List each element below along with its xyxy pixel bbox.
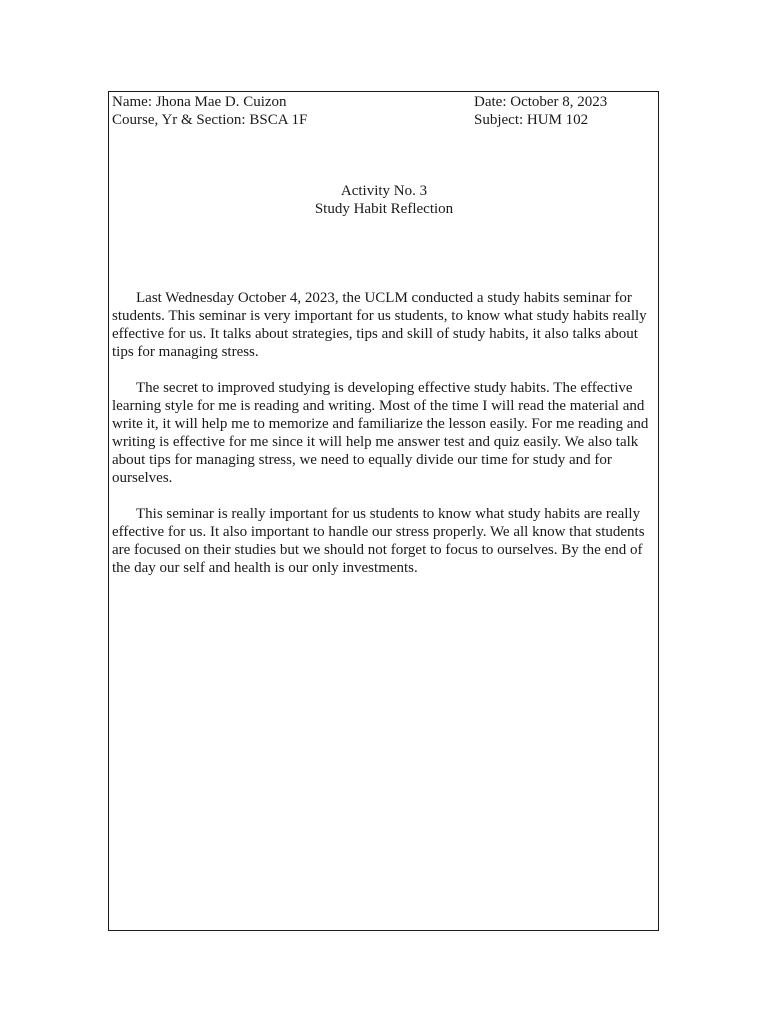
title-block [112, 182, 656, 218]
paragraph-1: Last Wednesday October 4, 2023, the UCLM conducted a study habits seminar for students. This seminar is very important for us students, to know what study habits really effective for us. It talks about strategies, tips and skill of study habits, it also talks about tips for managing stress. [112, 290, 647, 360]
paragraph-3: This seminar is really important for us students to know what study habits are really effective for us. It also important to handle our stress properly. We all know that students are focused on their studies but we should not forget to focus to ourselves. By the end of the day our self and health is our only investments. [112, 506, 645, 576]
activity-number: Activity No. 3 [340, 183, 428, 199]
student-name: Name: Jhona Mae D. Cuizon [112, 94, 287, 110]
document-header [112, 93, 656, 129]
header-row-2 [112, 111, 656, 129]
document-title: Study Habit Reflection [314, 201, 454, 217]
subject: Subject: HUM 102 [474, 112, 589, 128]
body-text [112, 289, 653, 595]
header-row-1 [112, 93, 656, 111]
document-date: Date: October 8, 2023 [474, 94, 608, 110]
paragraph-2: The secret to improved studying is developing effective study habits. The effective learning style for me is reading and writing. Most of the time I will read the material and write it, it will help me to memorize and familiarize the lesson easily. For me reading and writing is effective for me since it will help me answer test and quiz easily. We also talk about tips for managing stress, we need to equally divide our time for study and for ourselves. [112, 380, 649, 486]
course-section: Course, Yr & Section: BSCA 1F [112, 112, 308, 128]
